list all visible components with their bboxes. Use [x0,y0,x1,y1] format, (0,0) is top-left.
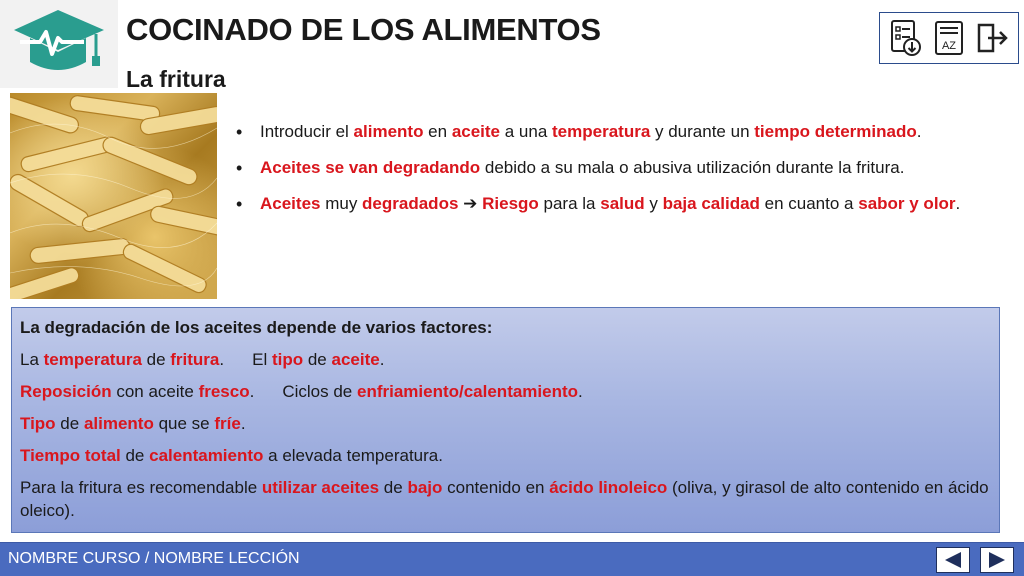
glossary-button[interactable] [931,18,967,58]
text-segment: . [955,194,961,213]
text-segment: muy [320,194,363,213]
toolbar [879,12,1019,64]
highlight-term: temperatura [43,350,142,369]
course-lesson-label: NOMBRE CURSO / NOMBRE LECCIÓN [8,550,300,567]
text-segment: de [303,350,332,369]
text-segment: . [219,350,225,369]
highlight-term: degradados [362,194,459,213]
text-segment: . [916,122,922,141]
resources-button[interactable] [888,18,924,58]
next-arrow-icon [986,551,1008,569]
graduation-cap-heartbeat-icon [0,0,118,88]
highlight-term: fritura [170,350,220,369]
text-segment: que se [153,414,215,433]
glossary-az-icon [931,18,967,58]
highlight-term: tipo [271,350,304,369]
factor-line [20,476,991,522]
highlight-term: alimento [353,122,424,141]
text-segment: . [578,382,583,401]
text-segment: de [379,478,408,497]
bullet-list [236,120,996,228]
text-segment: . [249,382,255,401]
bullet-item [236,192,996,216]
factor-line [20,380,991,403]
exit-button[interactable] [974,18,1010,58]
page-title: COCINADO DE LOS ALIMENTOS [126,12,601,47]
text-segment: (oliva, y girasol de alto contenido en ácido oleico). [20,478,989,520]
footer-bar [0,542,1024,576]
highlight-term: sabor y olor [858,194,956,213]
text-segment: El [252,350,272,369]
bullet-item [236,156,996,180]
text-segment: . [379,350,385,369]
text-segment: de [55,414,84,433]
fried-food-image [10,93,217,299]
page-subtitle: La fritura [126,66,226,92]
text-segment: de [120,446,150,465]
bullet-item [236,120,996,144]
highlight-term: calentamiento [149,446,264,465]
text-segment: en [423,122,452,141]
text-segment: de [141,350,171,369]
svg-text:AZ: AZ [941,40,957,52]
highlight-term: Tipo [20,414,56,433]
highlight-term: fríe [214,414,241,433]
highlight-term: aceite [331,350,380,369]
text-segment: Introducir el [260,122,354,141]
highlight-term: utilizar aceites [261,478,380,497]
text-segment: . [240,414,246,433]
text-segment: para la [538,194,601,213]
highlight-term: ácido linoleico [549,478,668,497]
text-segment: en cuanto a [759,194,859,213]
highlight-term: alimento [83,414,154,433]
highlight-term: Tiempo total [20,446,121,465]
frying-photo [10,93,217,299]
text-segment: contenido en [442,478,550,497]
text-segment: ➔ [458,194,483,213]
highlight-term: Reposición [20,382,112,401]
exit-door-icon [974,18,1010,58]
highlight-term: salud [600,194,645,213]
factor-line [20,348,991,371]
text-segment: Ciclos de [282,382,357,401]
highlight-term: temperatura [552,122,651,141]
text-segment: Para la fritura es recomendable [20,478,262,497]
prev-arrow-icon [942,551,964,569]
factor-line [20,412,991,435]
highlight-term: Riesgo [482,194,539,213]
highlight-term: baja calidad [662,194,760,213]
next-button[interactable] [980,547,1014,573]
checklist-download-icon [888,18,924,58]
text-segment: y [644,194,663,213]
highlight-term: bajo [407,478,443,497]
text-segment: con aceite [111,382,199,401]
highlight-term: tiempo determinado [754,122,917,141]
highlight-term: enfriamiento/calentamiento [356,382,579,401]
text-segment: a una [500,122,553,141]
highlight-term: Aceites se van degradando [260,158,481,177]
text-segment: debido a su mala o abusiva utilización durante la fritura. [480,158,905,177]
course-logo [0,0,118,88]
highlight-term: Aceites [260,194,321,213]
prev-button[interactable] [936,547,970,573]
highlight-term: fresco [198,382,250,401]
factors-box [11,307,1000,533]
factors-heading: La degradación de los aceites depende de varios factores: [20,318,493,337]
text-segment: La [20,350,44,369]
text-segment: a elevada temperatura. [263,446,443,465]
factor-line [20,444,991,467]
text-segment: y durante un [650,122,755,141]
highlight-term: aceite [451,122,501,141]
